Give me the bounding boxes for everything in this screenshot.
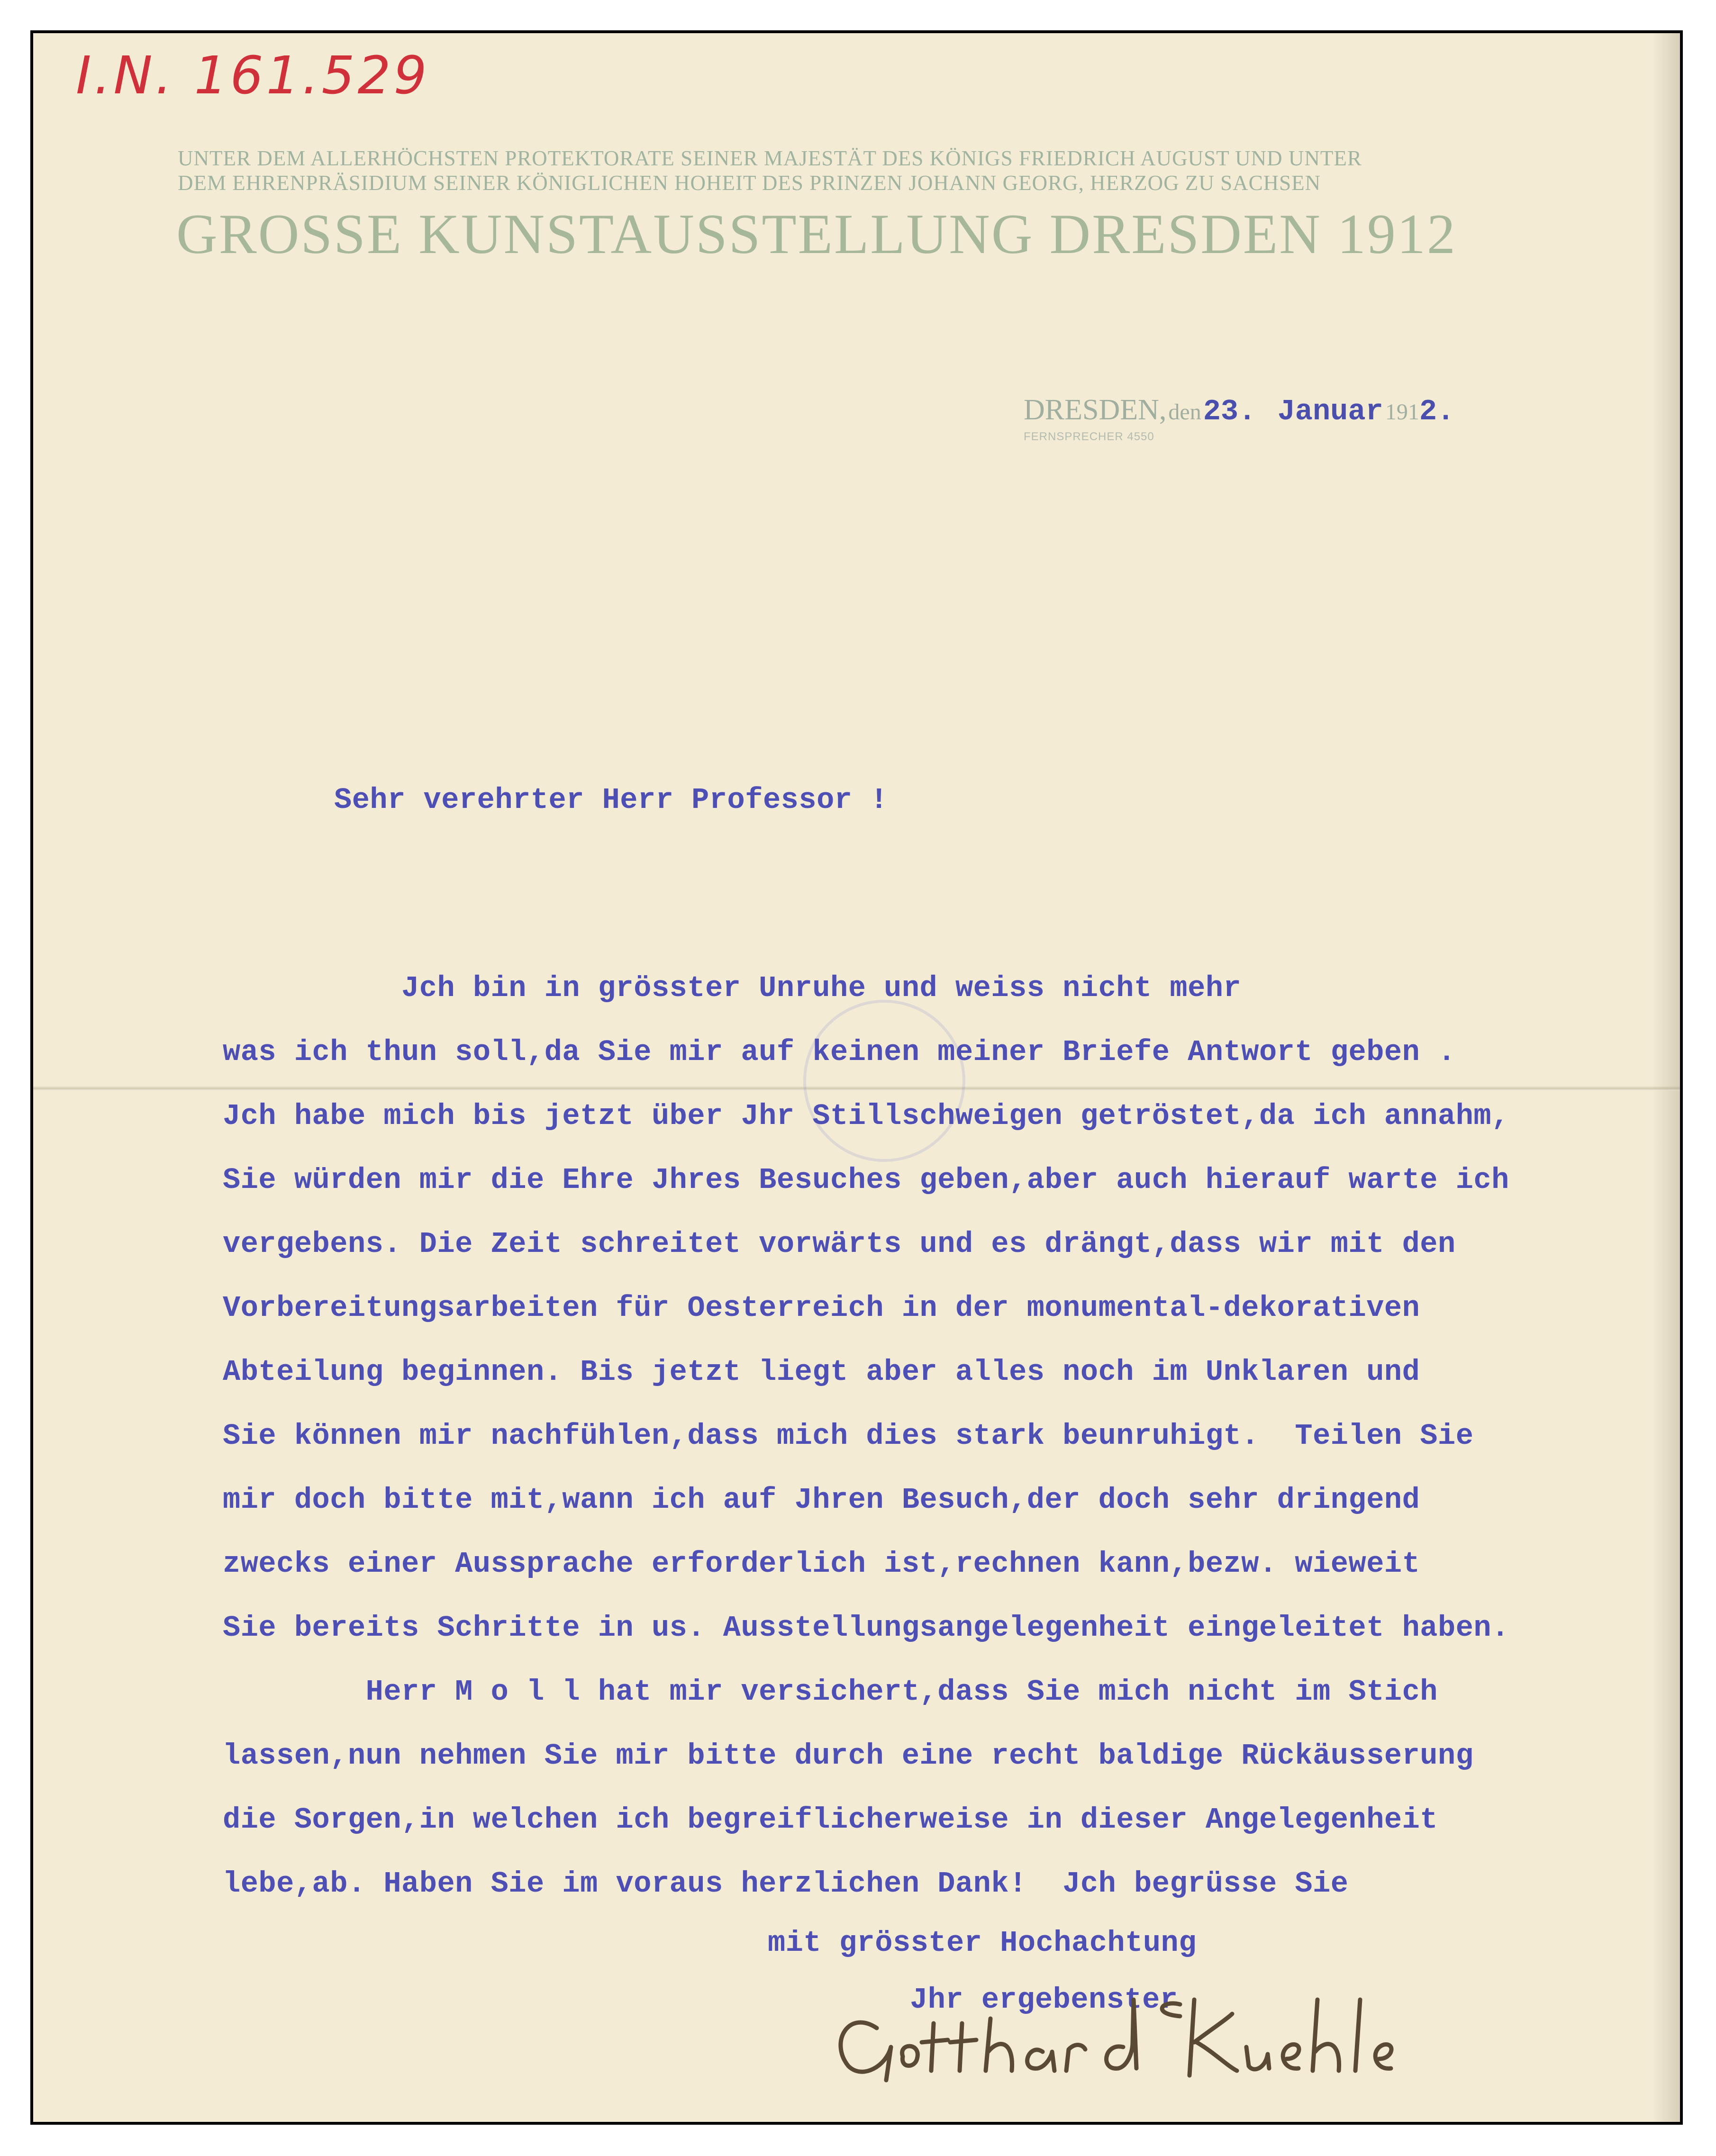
date-year-printed: 191 — [1385, 399, 1419, 425]
letterhead-patronage-line-1: UNTER DEM ALLERHÖCHSTEN PROTEKTORATE SEINER MAJESTÄT DES KÖNIGS FRIEDRICH AUGUST UND UNTER — [178, 146, 1362, 170]
body-line: Herr M o l l hat mir versichert,dass Sie mich nicht im Stich — [223, 1675, 1438, 1709]
date-day: 23. — [1203, 395, 1256, 428]
phone-number: FERNSPRECHER 4550 — [1024, 430, 1154, 443]
body-line: was ich thun soll,da Sie mir auf keinen meiner Briefe Antwort geben . — [223, 1035, 1456, 1069]
salutation: Sehr verehrter Herr Professor ! — [334, 783, 888, 817]
date-place: DRESDEN, — [1024, 394, 1167, 426]
closing-line: mit grösster Hochachtung — [768, 1926, 1197, 1960]
body-line: die Sorgen,in welchen ich begreiflicherweise in dieser Angelegenheit — [223, 1803, 1438, 1837]
body-line: Sie würden mir die Ehre Jhres Besuches geben,aber auch hierauf warte ich — [223, 1163, 1509, 1197]
body-line: Sie können mir nachfühlen,dass mich dies stark beunruhigt. Teilen Sie — [223, 1419, 1474, 1453]
date-den: den — [1168, 399, 1201, 425]
letter-sheet — [33, 33, 1680, 2122]
body-line: Vorbereitungsarbeiten für Oesterreich in der monumental-dekorativen — [223, 1291, 1420, 1325]
body-line: zwecks einer Aussprache erforderlich ist,rechnen kann,bezw. wieweit — [223, 1547, 1420, 1581]
letterhead-patronage-line-2: DEM EHRENPRÄSIDIUM SEINER KÖNIGLICHEN HOHEIT DES PRINZEN JOHANN GEORG, HERZOG ZU SACHSEN — [178, 171, 1321, 195]
letterhead-title: GROSSE KUNSTAUSSTELLUNG DRESDEN 1912 — [176, 202, 1457, 265]
body-line: mir doch bitte mit,wann ich auf Jhren Besuch,der doch sehr dringend — [223, 1483, 1420, 1517]
body-line: lebe,ab. Haben Sie im voraus herzlichen Dank! Jch begrüsse Sie — [223, 1867, 1349, 1901]
date-month: Januar — [1277, 395, 1383, 428]
handwritten-signature — [820, 1971, 1436, 2094]
faint-stamp — [803, 1000, 965, 1162]
paper-edge-shadow — [1652, 33, 1680, 2122]
closing-line: Jhr ergebenster — [910, 1983, 1178, 2017]
body-line: Jch habe mich bis jetzt über Jhr Stillschweigen getröstet,da ich annahm, — [223, 1099, 1509, 1133]
dateline — [1024, 393, 1454, 428]
body-line: Abteilung beginnen. Bis jetzt liegt aber alles noch im Unklaren und — [223, 1355, 1420, 1389]
body-line: vergebens. Die Zeit schreitet vorwärts und es drängt,dass wir mit den — [223, 1227, 1456, 1261]
body-line: Jch bin in grösster Unruhe und weiss nicht mehr — [223, 971, 1242, 1005]
inventory-number: I.N. 161.529 — [76, 45, 430, 106]
body-line: lassen,nun nehmen Sie mir bitte durch eine recht baldige Rückäusserung — [223, 1739, 1474, 1773]
body-line: Sie bereits Schritte in us. Ausstellungsangelegenheit eingeleitet haben. — [223, 1611, 1509, 1645]
date-year-typed: 2. — [1419, 395, 1455, 428]
